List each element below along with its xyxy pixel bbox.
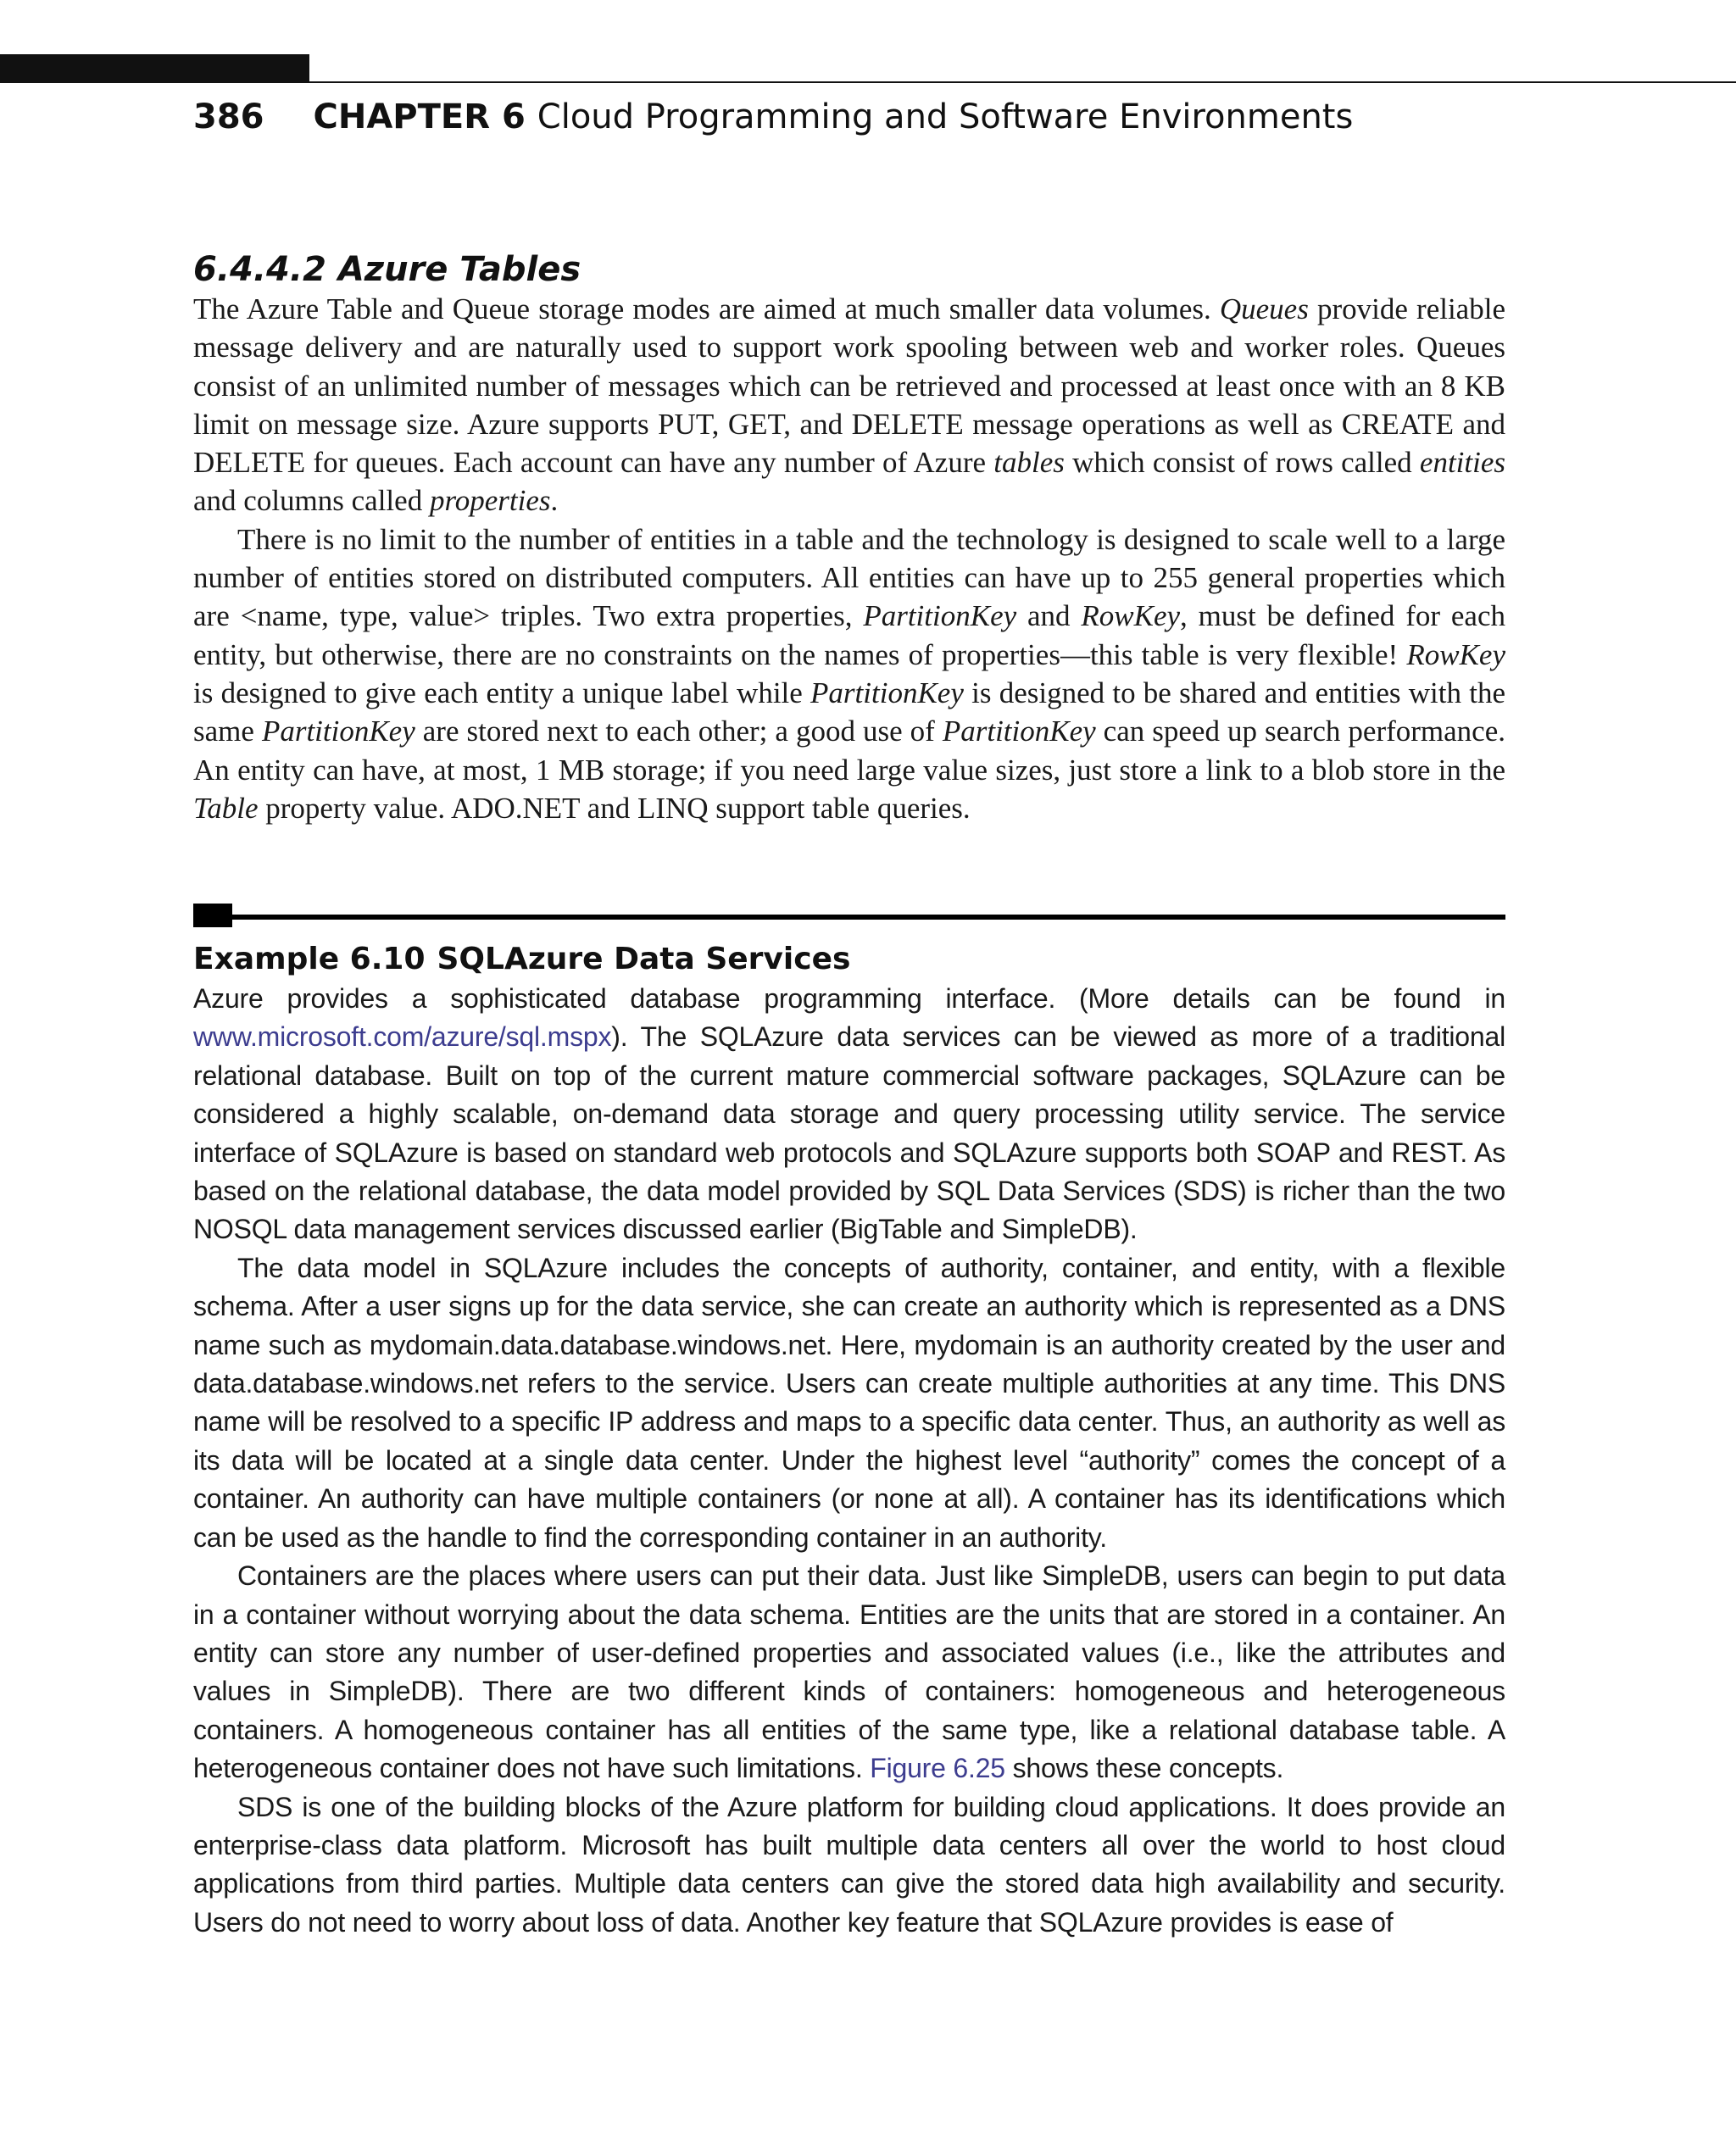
example-paragraph-3: Containers are the places where users can put their data. Just like SimpleDB, users can begin to put data in a container without worrying about the data schema. Entities are the units that are stored in a container. An entity can store any number of user-defined properties and associated values (i.e., like the attributes and values in SimpleDB). There are two different kinds of containers: homogeneous and heterogeneous containers. A homogeneous container has all entities of the same type, like a relational database table. A heterogeneous container does not have such limitations. Figure 6.25 shows these concepts.	[193, 1560, 1505, 1784]
running-head	[193, 92, 1353, 142]
emphasis: PartitionKey	[863, 599, 1017, 633]
microsoft-sql-link[interactable]: www.microsoft.com/azure/sql.mspx	[193, 1021, 612, 1053]
section-paragraph-1: The Azure Table and Queue storage modes are aimed at much smaller data volumes. Queues provide reliable message delivery and are naturally used to support work spooling between web and worker roles. Queues consist of an unlimited number of messages which can be retrieved and processed at least once with an 8 KB limit on message size. Azure supports PUT, GET, and DELETE message operations as well as CREATE and DELETE for queues. Each account can have any number of Azure tables which consist of rows called entities and columns called properties.	[193, 292, 1505, 518]
emphasis: Table	[193, 791, 259, 825]
header-rule	[309, 81, 1736, 83]
emphasis: tables	[993, 446, 1065, 480]
chapter-label: CHAPTER 6	[313, 97, 526, 136]
example-paragraph-4: SDS is one of the building blocks of the Azure platform for building cloud applications. It does provide an enterprise-class data platform. Microsoft has built multiple data centers all over the world to host cloud applications from third parties. Multiple data centers can give the stored data high availability and security. Users do not need to worry about loss of data. Another key feature that SQLAzure provides is ease of	[193, 1791, 1505, 1938]
emphasis: RowKey	[1406, 637, 1505, 671]
example-paragraph-1: Azure provides a sophisticated database programming interface. (More details can be found in www.microsoft.com/azure/sql.mspx). The SQLAzure data services can be viewed as more of a traditional relational database. Built on top of the current mature commercial software packages, SQLAzure can be considered a highly scalable, on-demand data storage and query processing utility service. The service interface of SQLAzure is based on standard web protocols and SQLAzure supports both SOAP and REST. As based on the relational database, the data model provided by SQL Data Services (SDS) is richer than the two NOSQL data management services discussed earlier (BigTable and SimpleDB).	[193, 983, 1505, 1245]
section-heading: 6.4.4.2 Azure Tables	[193, 250, 581, 289]
example-paragraph-2: The data model in SQLAzure includes the concepts of authority, container, and entity, with a flexible schema. After a user signs up for the data service, she can create an authority which is represented as a DNS name such as mydomain.data.database.windows.net. Here, mydomain is an authority created by the user and data.database.windows.net refers to the service. Users can create multiple authorities at any time. This DNS name will be resolved to a specific IP address and maps to a specific data center. Thus, an authority as well as its data will be located at a single data center. Under the highest level “authority” comes the concept of a container. An authority can have multiple containers (or none at all). A container has its identifications which can be used as the handle to find the corresponding container in an authority.	[193, 1252, 1505, 1553]
section-paragraph-2: There is no limit to the number of entities in a table and the technology is designed to scale well to a large number of entities stored on distributed computers. All entities can have up to 255 general properties which are <name, type, value> triples. Two extra properties, PartitionKey and RowKey, must be defined for each entity, but otherwise, there are no constraints on the names of properties—this table is very flexible! RowKey is designed to give each entity a unique label while PartitionKey is designed to be shared and entities with the same PartitionKey are stored next to each other; a good use of PartitionKey can speed up search performance. An entity can have, at most, 1 MB storage; if you need large value sizes, just store a link to a blob store in the Table property value. ADO.NET and LINQ support table queries.	[193, 522, 1506, 825]
emphasis: Queues	[1219, 292, 1309, 325]
example-heading	[193, 936, 850, 983]
example-label: Example 6.10	[193, 942, 426, 976]
emphasis: RowKey	[1081, 599, 1181, 633]
chapter-title: Cloud Programming and Software Environments	[537, 97, 1354, 136]
emphasis: PartitionKey	[810, 676, 964, 709]
section-body	[193, 290, 1505, 827]
page-number: 386	[193, 97, 264, 136]
header-bar-block	[0, 54, 309, 83]
example-rule	[232, 915, 1505, 920]
emphasis: properties	[429, 484, 551, 518]
example-title: SQLAzure Data Services	[437, 942, 851, 976]
example-rule-marker	[193, 904, 232, 927]
emphasis: PartitionKey	[261, 715, 415, 748]
emphasis: entities	[1419, 446, 1505, 480]
figure-6-25-link[interactable]: Figure 6.25	[870, 1753, 1005, 1784]
example-body	[193, 980, 1505, 1942]
emphasis: PartitionKey	[942, 715, 1096, 748]
